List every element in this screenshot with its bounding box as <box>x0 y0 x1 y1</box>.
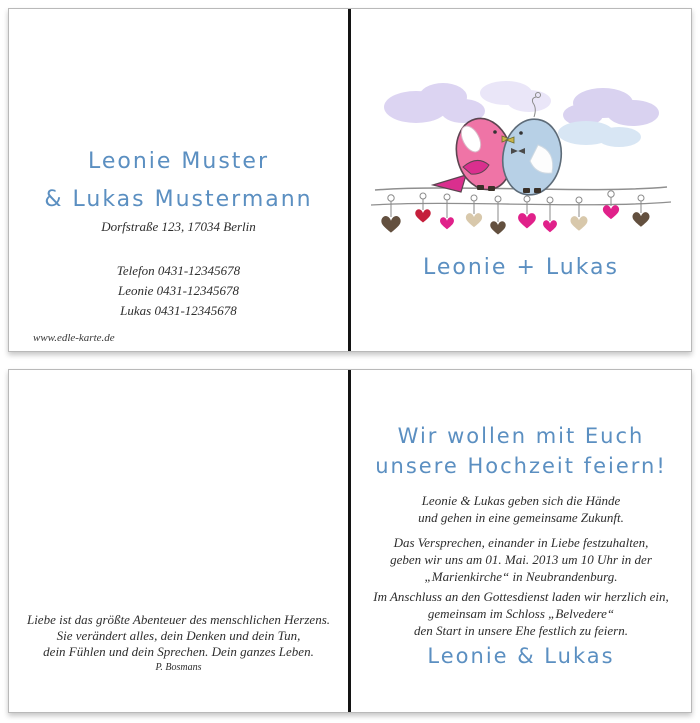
quote-block <box>9 612 348 660</box>
phone-line: Lukas 0431-12345678 <box>120 303 237 318</box>
quote-line: Sie verändert alles, dein Denken und dein Tun, <box>56 628 301 643</box>
website-url: www.edle-karte.de <box>33 332 115 344</box>
ceremony-paragraph <box>351 534 691 585</box>
cloud-left-icon <box>384 83 485 123</box>
heart-icon <box>518 213 536 228</box>
hanging-hearts <box>381 191 649 235</box>
invitation-title-line1: Wir wollen mit Euch <box>397 424 645 448</box>
reception-line: gemeinsam im Schloss „Belvedere“ <box>427 606 615 621</box>
phone-line: Leonie 0431-12345678 <box>118 283 239 298</box>
invitation-panel <box>351 370 691 712</box>
love-birds-illustration <box>371 75 671 252</box>
heart-icon <box>381 216 400 233</box>
fold-line <box>348 9 351 351</box>
card-outside-spread <box>8 8 692 352</box>
invitation-title-line2: unsere Hochzeit feiern! <box>375 454 667 478</box>
quote-author: P. Bosmans <box>155 662 202 673</box>
ceremony-line: geben wir uns am 01. Mai. 2013 um 10 Uhr in der <box>390 552 652 567</box>
phone-line: Telefon 0431-12345678 <box>116 263 241 278</box>
heart-icon <box>440 217 454 229</box>
ceremony-line: „Marienkirche“ in Neubrandenburg. <box>424 569 618 584</box>
reception-line: Im Anschluss an den Gottesdienst laden wir herzlich ein, <box>373 589 669 604</box>
reception-line: den Start in unsere Ehe festlich zu feiern. <box>414 623 628 638</box>
heart-icon <box>570 216 587 231</box>
wire-bottom <box>371 202 671 205</box>
heart-icon <box>632 212 649 227</box>
phone-block <box>9 261 348 321</box>
couple-name-line1: Leonie Muster <box>87 149 270 174</box>
intro-line: Leonie & Lukas geben sich die Hände <box>421 493 621 508</box>
reception-paragraph <box>351 588 691 639</box>
intro-line: und gehen in eine gemeinsame Zukunft. <box>418 510 624 525</box>
address-line: Dorfstraße 123, 17034 Berlin <box>101 219 256 234</box>
card-back-panel <box>9 9 348 351</box>
heart-icon <box>415 209 430 222</box>
intro-paragraph <box>351 492 691 526</box>
heart-icon <box>603 205 619 219</box>
card-inside-spread <box>8 369 692 713</box>
fold-line <box>348 370 351 712</box>
ceremony-line: Das Versprechen, einander in Liebe festzuhalten, <box>393 535 649 550</box>
couple-name-line2: & Lukas Mustermann <box>44 187 313 212</box>
quote-panel <box>9 370 348 712</box>
heart-icon <box>543 220 557 232</box>
cloud-right-icon <box>563 88 659 126</box>
front-caption: Leonie + Lukas <box>423 255 619 280</box>
card-front-panel <box>351 9 691 351</box>
signature: Leonie & Lukas <box>427 644 615 668</box>
quote-line: dein Fühlen und dein Sprechen. Dein ganzes Leben. <box>43 644 314 659</box>
heart-icon <box>466 213 482 227</box>
heart-icon <box>490 221 505 234</box>
quote-line: Liebe ist das größte Abenteuer des menschlichen Herzens. <box>26 612 331 627</box>
